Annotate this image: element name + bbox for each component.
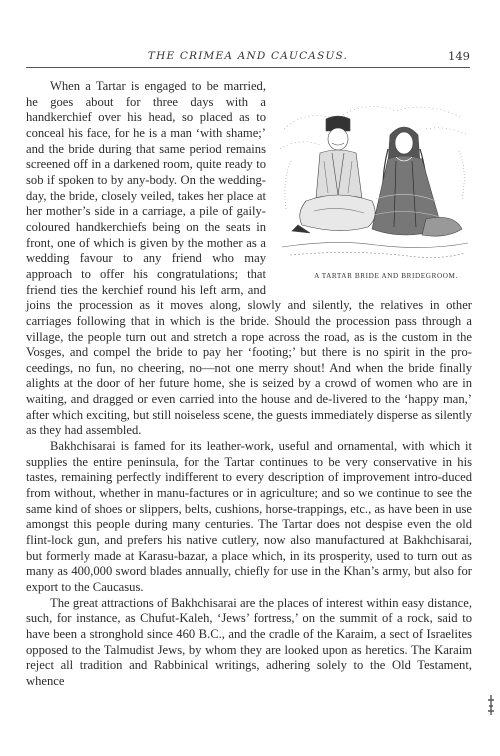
paragraph-1-text: When a Tartar is engaged to be married, he goes about for three days with a handkerchief over his head, so placed as to conceal his face, for he is a man ‘with shame;’ and the bride during that same period remains screened off in a darkened room, quite ready to sob if spoken to by any-body. On the wedding-day, the bride, closely veiled, takes her place at her mother’s side in a carriage, a pile of gaily-coloured handkerchiefs being on the seats in front, one of which is given by the mother as a wedding favour to any friend who may approach to offer his congratulations; that friend ties the kerchief round his left arm, and joins the procession as it moves along, slowly and silently, the relatives in other carriages following that in which is the bride. Should the procession pass through a village, the people turn out and stretch a rope across the road, as is the custom in the Vosges, and compel the bride to pay her ‘footing;’ but there is no spirit in the pro-ceedings, no fun, no cheering, no—not one merry shout! And when the bride finally alights at the door of her future home, she is seized by a crowd of women who are in waiting, and dragged or even carried into the house and de-livered to the ‘happy man,’ after which exciting, but still noiseless scene, the guests immediately disperse as silently as they had assembled. — [26, 79, 472, 438]
paragraph-3: The great attractions of Bakhchisarai are the places of interest within easy distance, such, for instance, as Chufut-Kaleh, ‘Jews’ fortress,’ on the summit of a rock, said to have been a stronghold since 460 B.C., and the cradle of the Karaim, a sect of Israelites opposed to the Talmudist Jews, by whom they are looked upon as heretics. The Karaim reject all tradition and Rabbinical writings, adhering solely to the Old Testament, whence — [26, 595, 472, 688]
page-edge-ornament — [486, 694, 496, 716]
page-header — [26, 50, 470, 66]
figure-caption: A TARTAR BRIDE AND BRIDEGROOM. — [314, 272, 458, 280]
paragraph-1 — [26, 79, 472, 439]
header-rule — [26, 67, 470, 68]
paragraph-2: Bakhchisarai is famed for its leather-work, useful and ornamental, with which it supplies the entire peninsula, for the Tartar continues to be very conservative in his tastes, remaining perfectly indifferent to every description of improvement intro-duced from without, whether in manu-factures or in agriculture; and so we continue to see the same kind of shoes or slippers, belts, cushions, horse-trappings, etc., as have been in use amongst this people during many centuries. The Tartar does not despise even the old flint-lock gun, and prefers his native cutlery, now also manufactured at Bakhchisarai, but formerly made at Karasu-bazar, a place which, in its prosperity, used to turn out as many as 400,000 sword blades annually, chiefly for use in the Khan’s army, but also for export to the Caucasus. — [26, 439, 472, 594]
body-text — [26, 79, 472, 690]
figure — [276, 89, 472, 285]
illustration-bride-and-groom — [276, 89, 472, 263]
running-title: THE CRIMEA AND CAUCASUS. — [147, 50, 349, 62]
page-number: 149 — [448, 49, 470, 63]
